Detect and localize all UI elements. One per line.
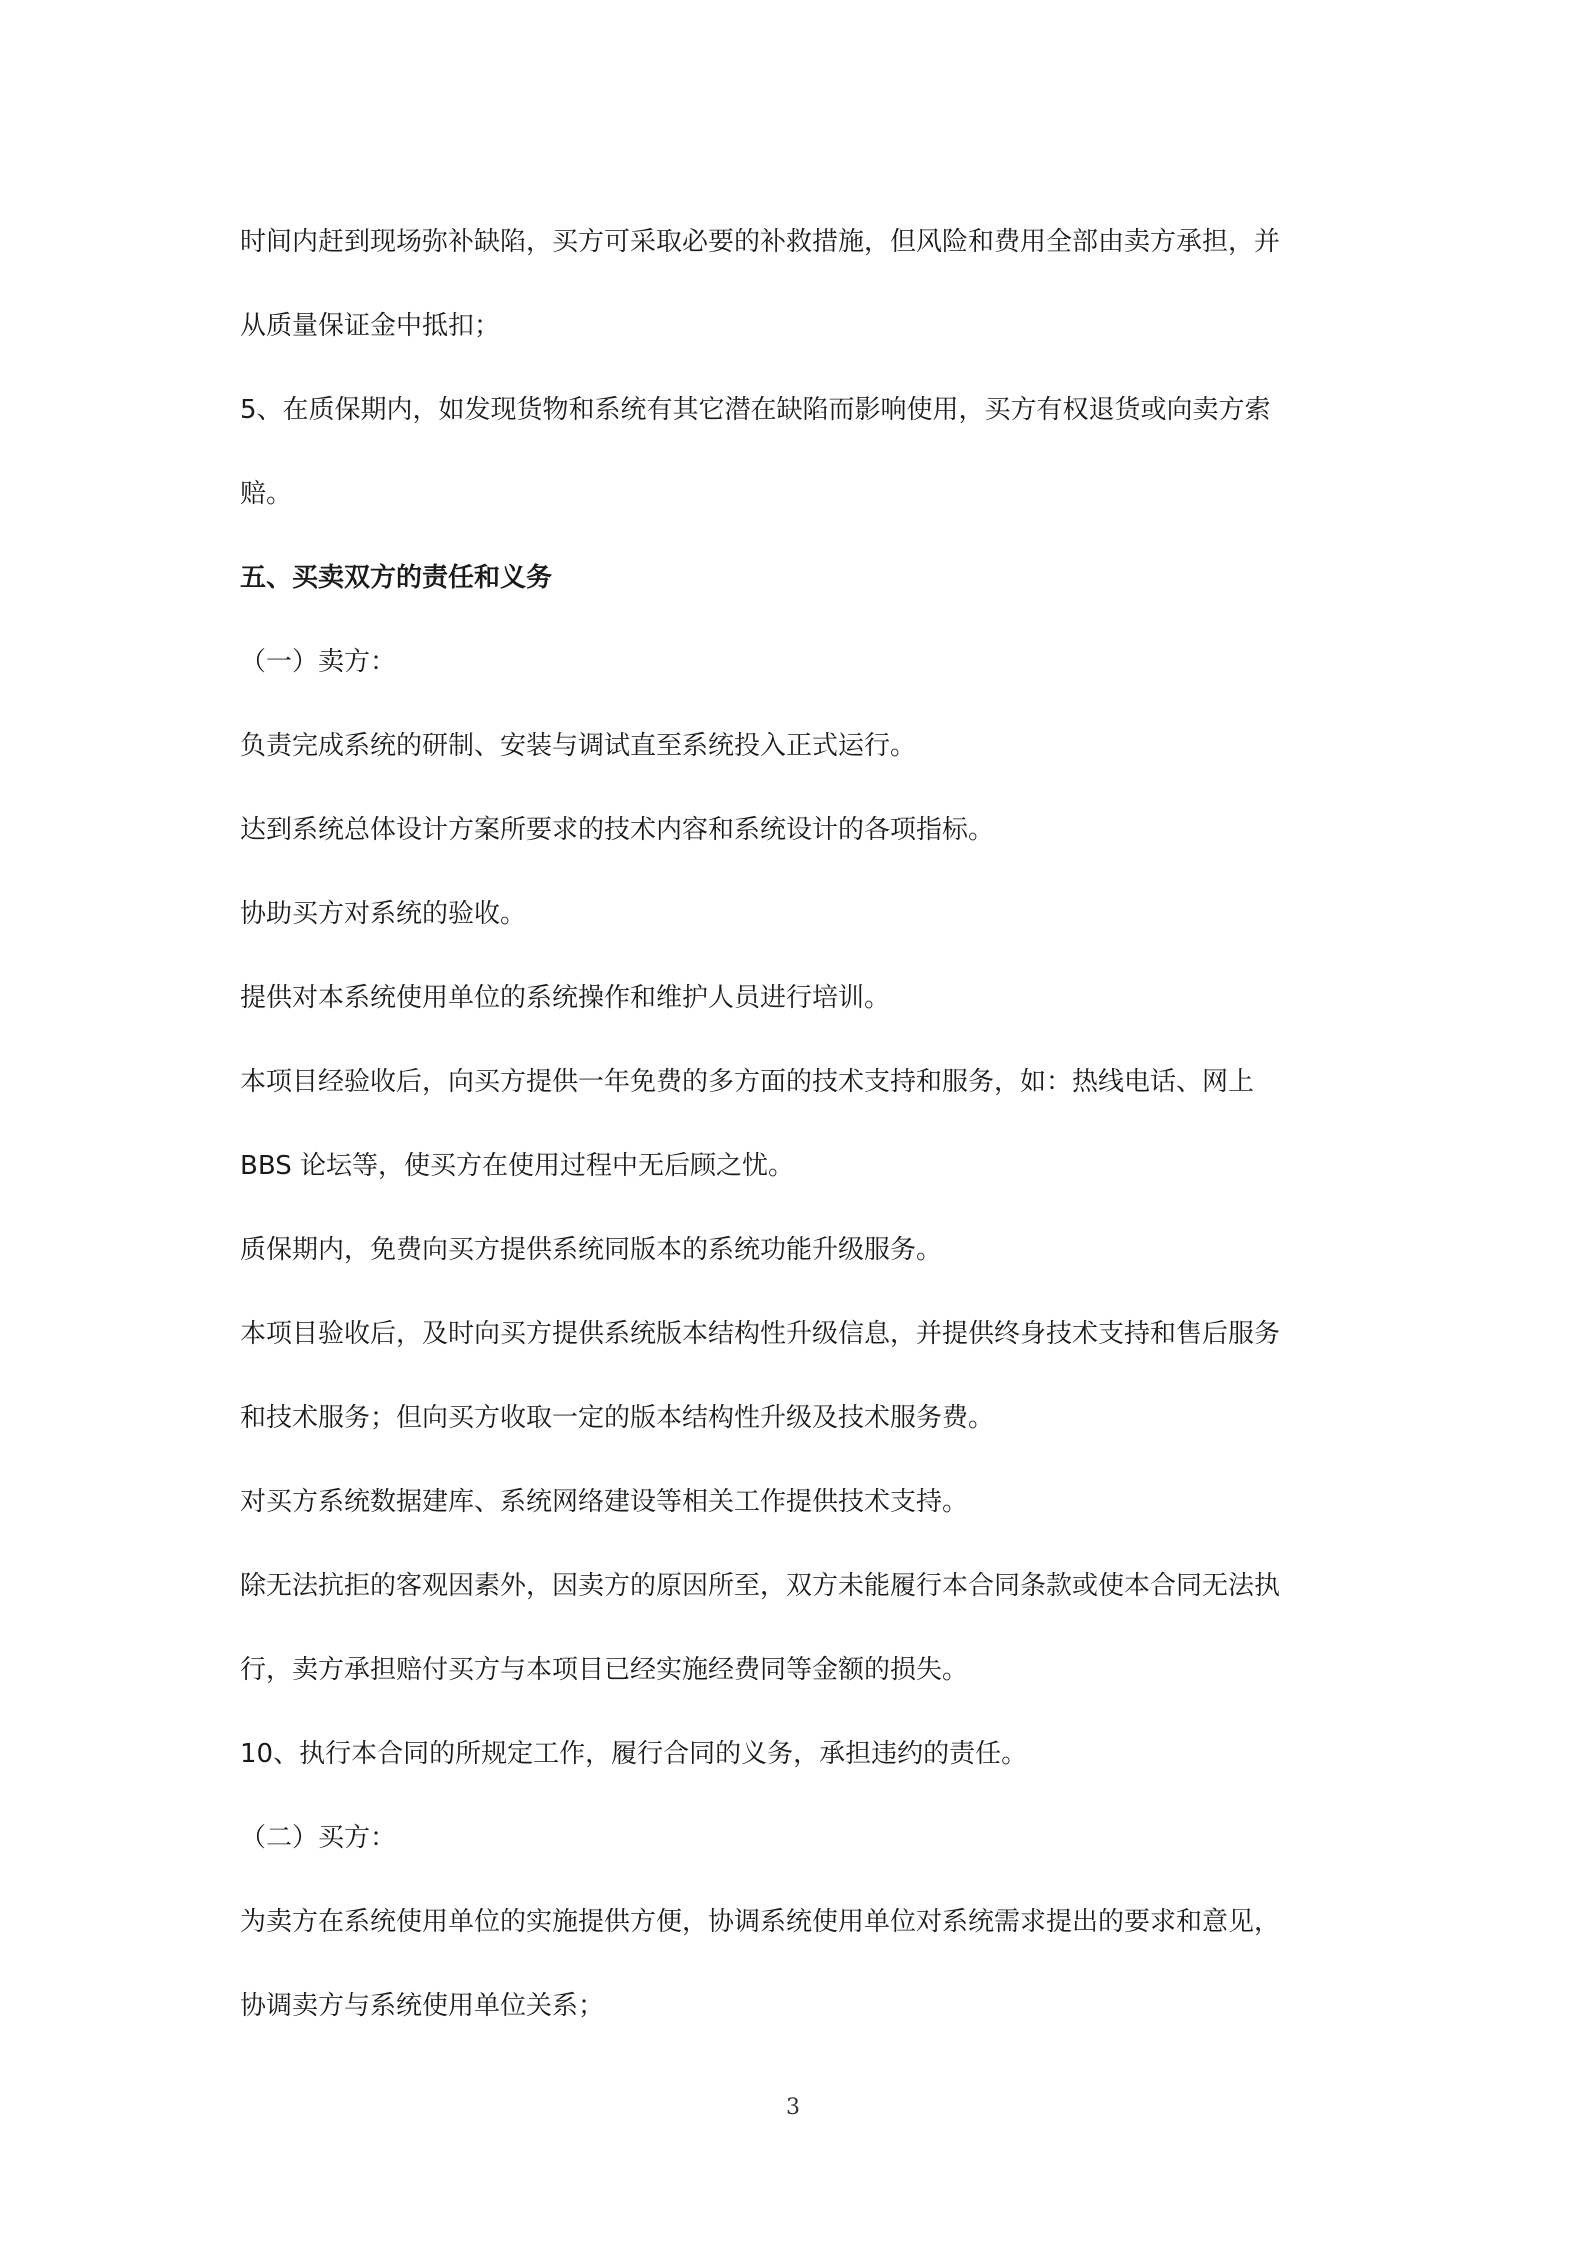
paragraph-line: 质保期内，免费向买方提供系统同版本的系统功能升级服务。 [240, 1235, 943, 1265]
paragraph-line: 协助买方对系统的验收。 [240, 899, 527, 929]
paragraph-line: 行，卖方承担赔付买方与本项目已经实施经费同等金额的损失。 [240, 1655, 969, 1685]
paragraph-line: 本项目验收后，及时向买方提供系统版本结构性升级信息，并提供终身技术支持和售后服务 [240, 1319, 1281, 1349]
paragraph-line: 为卖方在系统使用单位的实施提供方便，协调系统使用单位对系统需求提出的要求和意见， [240, 1907, 1281, 1937]
paragraph-line: 从质量保证金中抵扣； [240, 311, 501, 341]
paragraph-line: BBS 论坛等，使买方在使用过程中无后顾之忧。 [240, 1151, 794, 1181]
subsection-heading-buyer: （二）买方： [240, 1823, 397, 1853]
page-number: 3 [786, 2095, 800, 2120]
paragraph-line: 5、在质保期内，如发现货物和系统有其它潜在缺陷而影响使用，买方有权退货或向卖方索 [240, 395, 1271, 425]
paragraph-line: 10、执行本合同的所规定工作，履行合同的义务，承担违约的责任。 [240, 1739, 1028, 1769]
subsection-heading-seller: （一）卖方： [240, 647, 397, 677]
paragraph-line: 本项目经验收后，向买方提供一年免费的多方面的技术支持和服务，如：热线电话、网上 [240, 1067, 1255, 1097]
paragraph-line: 达到系统总体设计方案所要求的技术内容和系统设计的各项指标。 [240, 815, 995, 845]
section-heading: 五、买卖双方的责任和义务 [240, 563, 553, 593]
paragraph-line: 协调卖方与系统使用单位关系； [240, 1991, 605, 2021]
paragraph-line: 负责完成系统的研制、安装与调试直至系统投入正式运行。 [240, 731, 917, 761]
paragraph-line: 提供对本系统使用单位的系统操作和维护人员进行培训。 [240, 983, 891, 1013]
paragraph-line: 对买方系统数据建库、系统网络建设等相关工作提供技术支持。 [240, 1487, 969, 1517]
body-text [240, 200, 1360, 2048]
paragraph-line: 时间内赶到现场弥补缺陷，买方可采取必要的补救措施，但风险和费用全部由卖方承担，并 [240, 227, 1281, 257]
paragraph-line: 赔。 [240, 479, 293, 509]
paragraph-line: 和技术服务；但向买方收取一定的版本结构性升级及技术服务费。 [240, 1403, 995, 1433]
paragraph-line: 除无法抗拒的客观因素外，因卖方的原因所至，双方未能履行本合同条款或使本合同无法执 [240, 1571, 1281, 1601]
